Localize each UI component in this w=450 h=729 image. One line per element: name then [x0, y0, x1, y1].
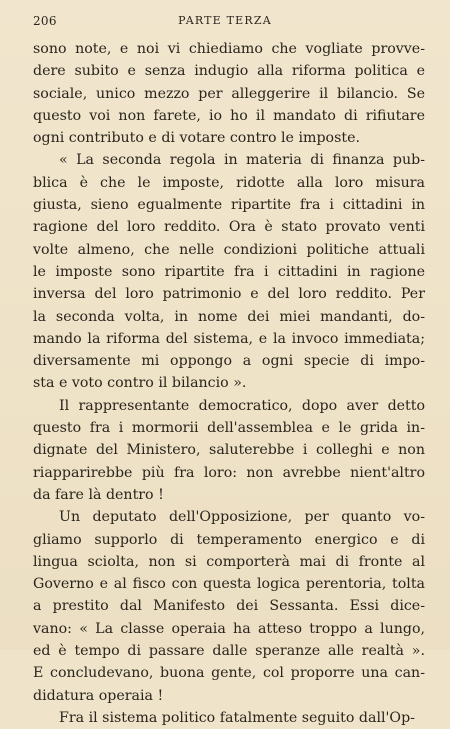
text-line: dere subito e senza indugio alla riforma politica e — [33, 63, 425, 80]
text-line: « La seconda regola in materia di finanza pub- — [59, 152, 425, 169]
paragraph — [33, 707, 425, 729]
text-line: ragione del loro reddito. Ora è stato provato venti — [33, 219, 425, 236]
text-line: da fare là dentro ! — [33, 486, 164, 503]
text-line: questo voi non farete, io ho il mandato di rifiutare — [33, 107, 425, 124]
text-line: dignate del Ministero, saluterebbe i colleghi e non — [33, 442, 425, 459]
text-line: ogni contributo e di votare contro le imposte. — [33, 130, 360, 147]
text-line: diversamente mi oppongo a ogni specie di impo- — [33, 353, 425, 370]
text-line: mando la riforma del sistema, e la invoco immediata; — [33, 330, 425, 347]
running-head: PARTE TERZA — [178, 14, 272, 27]
paragraph — [33, 149, 425, 394]
text-line: sono note, e noi vi chiediamo che vogliate provve- — [33, 41, 425, 57]
text-line: riapparirebbe più fra loro: non avrebbe nient'altro — [33, 464, 425, 481]
text-line: Governo e al fisco con questa logica perentoria, tolta — [33, 576, 425, 593]
text-line: volte almeno, che nelle condizioni politiche attuali — [33, 241, 425, 258]
text-line: vano: « La classe operaia ha atteso troppo a lungo, — [33, 620, 425, 637]
text-line: Il rappresentante democratico, dopo aver detto — [59, 397, 425, 414]
text-line: E concludevano, buona gente, col proporre una can- — [33, 665, 425, 682]
text-line: a prestito dal Manifesto dei Sessanta. Essi dice- — [33, 598, 425, 615]
text-line: didatura operaia ! — [33, 687, 164, 704]
paragraph — [33, 506, 425, 707]
page-header — [0, 14, 450, 34]
text-line: sociale, unico mezzo per alleggerire il bilancio. Se — [33, 85, 425, 102]
text-line: questo fra i mormorii dell'assemblea e le grida in- — [33, 420, 425, 437]
text-line: Fra il sistema politico fatalmente seguito dall'Op- — [59, 709, 415, 726]
paragraph — [33, 38, 425, 149]
paragraph — [33, 395, 425, 506]
text-line: blica è che le imposte, ridotte alla loro misura — [33, 174, 425, 191]
body-text — [33, 38, 425, 729]
text-line: lingua sciolta, non si comporterà mai di fronte al — [33, 553, 425, 570]
text-line: ed è tempo di passare dalle speranze alle realtà ». — [33, 643, 425, 660]
text-line: giusta, sieno egualmente ripartite fra i cittadini in — [33, 197, 425, 214]
text-line: la seconda volta, in nome dei miei mandanti, do- — [33, 308, 425, 325]
text-line: le imposte sono ripartite fra i cittadini in ragione — [33, 263, 425, 280]
page-number: 206 — [33, 14, 57, 28]
text-line: sta e voto contro il bilancio ». — [33, 375, 247, 392]
text-line: gliamo supporlo di temperamento energico e di — [33, 531, 425, 548]
text-line: inversa del loro patrimonio e del loro reddito. Per — [33, 286, 425, 303]
text-line: Un deputato dell'Opposizione, per quanto vo- — [59, 509, 425, 526]
